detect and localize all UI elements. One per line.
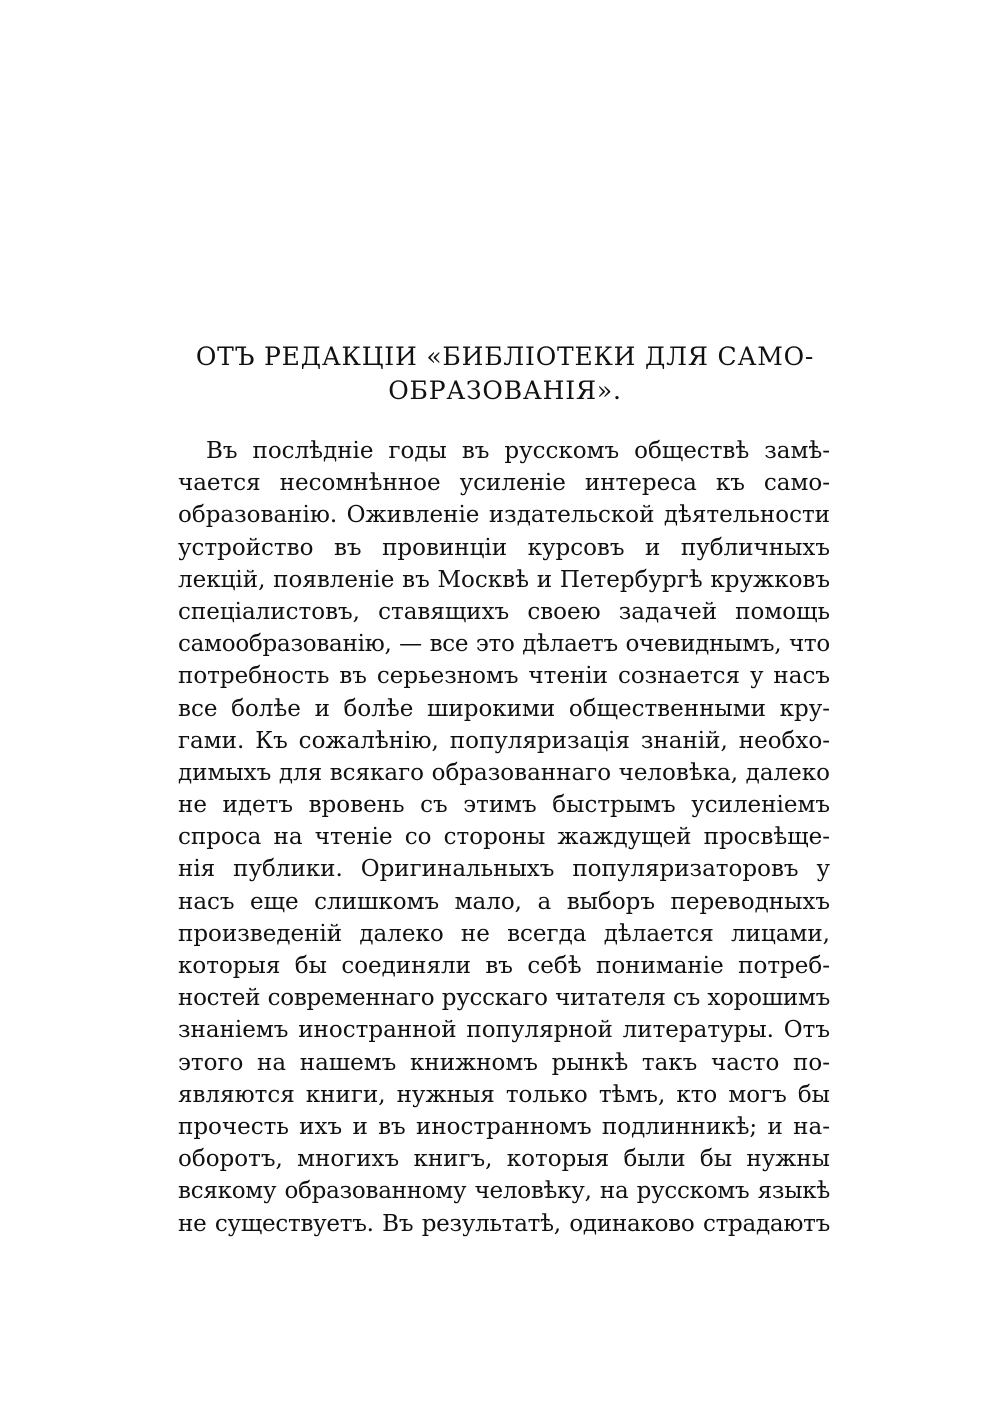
heading-line: ОТЪ РЕДАКЦІИ «БИБЛІОТЕКИ ДЛЯ САМО- <box>195 342 815 371</box>
text-line: не идетъ вровень съ этимъ быстрымъ усиленіемъ <box>178 792 830 819</box>
text-line: всякому образованному человѣку, на русскомъ языкѣ <box>178 1178 830 1205</box>
text-line: оборотъ, многихъ книгъ, которыя были бы нужны <box>178 1146 830 1173</box>
text-line: знаніемъ иностранной популярной литературы. Отъ <box>178 1017 830 1044</box>
text-line: образованію. Оживленіе издательской дѣятельности <box>178 502 830 529</box>
text-line: все болѣе и болѣе широкими общественными кру- <box>178 695 830 722</box>
section-heading <box>170 340 840 408</box>
text-line: спеціалистовъ, ставящихъ своею задачей помощь <box>178 598 830 625</box>
body-paragraph <box>178 435 830 1240</box>
text-line: спроса на чтеніе со стороны жаждущей просвѣще- <box>178 824 830 851</box>
text-line: являются книги, нужныя только тѣмъ, кто могъ бы <box>178 1081 830 1108</box>
text-line: которыя бы соединяли въ себѣ пониманіе потреб- <box>178 953 830 979</box>
text-line: ностей современнаго русскаго читателя съ хорошимъ <box>178 985 830 1012</box>
text-line: самообразованію, — все это дѣлаетъ очевиднымъ, что <box>178 631 830 658</box>
text-line: не существуетъ. Въ результатѣ, одинаково страдаютъ <box>178 1210 830 1237</box>
text-line: устройство въ провинціи курсовъ и публичныхъ <box>178 534 830 561</box>
text-line: этого на нашемъ книжномъ рынкѣ такъ часто по- <box>178 1049 830 1076</box>
text-line: потребность въ серьезномъ чтеніи сознается у насъ <box>178 663 830 690</box>
text-line: чается несомнѣнное усиленіе интереса къ само- <box>178 470 830 497</box>
text-line: насъ еще слишкомъ мало, а выборъ переводныхъ <box>178 888 830 915</box>
text-line: нія публики. Оригинальныхъ популяризаторовъ у <box>178 856 830 883</box>
text-line: Въ послѣдніе годы въ русскомъ обществѣ замѣ- <box>206 438 830 464</box>
heading-line: ОБРАЗОВАНІЯ». <box>388 376 622 405</box>
text-line: лекцій, появленіе въ Москвѣ и Петербургѣ кружковъ <box>178 566 830 593</box>
text-line: гами. Къ сожалѣнію, популяризація знаній, необхо- <box>178 727 830 754</box>
text-line: произведеній далеко не всегда дѣлается лицами, <box>178 920 830 947</box>
text-line: димыхъ для всякаго образованнаго человѣка, далеко <box>178 759 830 786</box>
text-line: прочесть ихъ и въ иностранномъ подлинникѣ; и на- <box>178 1113 830 1140</box>
